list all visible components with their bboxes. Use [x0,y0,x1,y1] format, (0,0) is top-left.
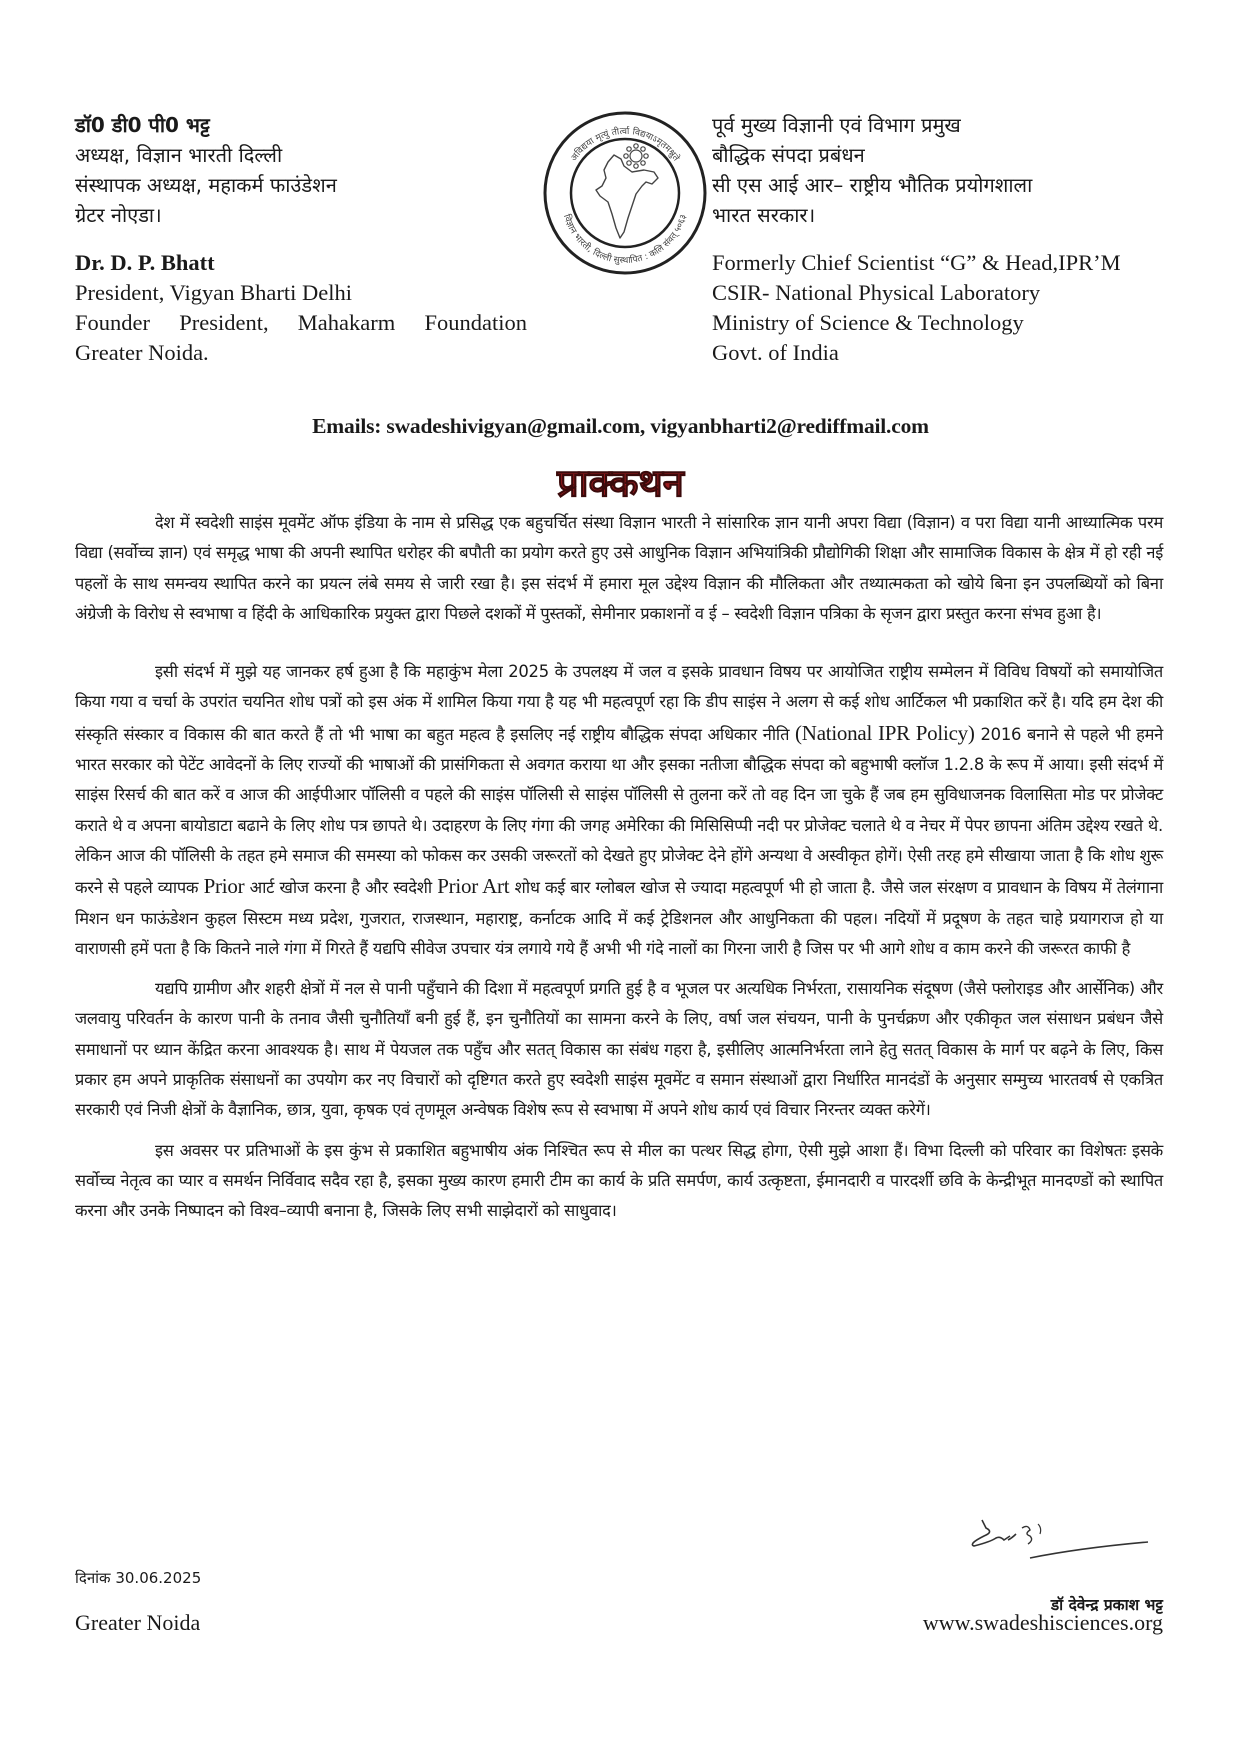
word: Mahakarm [297,310,396,335]
vigyan-bharti-seal-icon [542,110,708,276]
signer-name: डॉ देवेन्द्र प्रकाश भट्ट [1050,1596,1163,1614]
position-english-4: Govt. of India [712,340,839,365]
position-hindi-4: भारत सरकार। [712,203,816,227]
text-run: 2016 बनाने से पहले भी हमने भारत सरकार को पेटेंट आवेदनों के लिए राज्यों की भाषाओं की प्रासंगिकता से अवगत कराया था और इसका नतीजा बौद्धिक संपदा को बहुभाषी क्लॉज 1.2.8 के रूप में आया। इसी संदर्भ में साइंस रिसर्च की बात करें व आज की आईपीआर पॉलिसी व पहले की साइंस पॉलिसी से साइंस पॉलिसी से तुलना करें तो वह दिन जा चुके हैं जब हम सुविधाजनक विलासिता मोड पर प्रोजेक्ट कराते थे व अपना बायोडाटा बढाने के लिए शोध पत्र छापते थे। उदाहरण के लिए गंगा की जगह अमेरिका की मिसिसिप्पी नदी पर प्रोजेक्ट चलाते थे व नेचर में पेपर छापना अंतिम उद्देश्य रखते थे. लेकिन आज की पॉलिसी के तहत हमे समाज की समस्या को फोकस कर उसकी जरूरतों को देखते हुए प्रोजेक्ट देने होंगे अन्यथा वे अस्वीकृत होगें। ऐसी तरह हमे सीखाया जाता है कि शोध शुरू करने से पहले व्यापक [75,724,1163,898]
position-hindi-2: बौद्धिक संपदा प्रबंधन [712,143,865,167]
position-hindi-1: पूर्व मुख्य विज्ञानी एवं विभाग प्रमुख [712,113,961,137]
svg-text:विज्ञान भारती, दिल्ली सुस्थापि: विज्ञान भारती, दिल्ली सुस्थापित : कलि संवत् ५०६३ [560,213,690,267]
page-title: प्राक्कथन [557,461,684,505]
former-position-block [712,110,1182,368]
prior-art-term: Prior Art [437,874,510,899]
position-english-3: Ministry of Science & Technology [712,310,1024,335]
paragraph-2 [75,657,1163,964]
author-title-hindi-2: संस्थापक अध्यक्ष, महाकर्म फाउंडेशन [75,173,337,197]
paragraph-4: इस अवसर पर प्रतिभाओं के इस कुंभ से प्रकाशित बहुभाषीय अंक निश्चित रूप से मील का पत्थर सिद्ध होगा, ऐसी मुझे आशा हैं। विभा दिल्ली को परिवार का विशेषतः इसके सर्वोच्च नेतृत्व का प्यार व समर्थन निर्विवाद सदैव रहा है, इसका मुख्य कारण हमारी टीम का कार्य के प्रति समर्पण, कार्य उत्कृष्टता, ईमानदारी व पारदर्शी छवि के केन्द्रीभूत मानदण्डों को स्थापित करना और उनके निष्पादन को विश्व–व्यापी बनाना है, जिसके लिए सभी साझेदारों को साधुवाद। [75,1140,1163,1221]
position-english-1: Formerly Chief Scientist “G” & Head,IPR’M [712,250,1121,275]
place: Greater Noida [75,1610,201,1635]
position-hindi-3: सी एस आई आर– राष्ट्रीय भौतिक प्रयोगशाला [712,173,1033,197]
ipr-policy-term: (National IPR Policy) [795,720,975,745]
word: President, [179,310,269,335]
svg-text:अविद्यया मृत्युं तीर्त्वा विद्: अविद्यया मृत्युं तीर्त्वा विद्ययाऽमृतमश्नुते [569,126,681,164]
author-location-english: Greater Noida. [75,340,209,365]
website-link[interactable]: www.swadeshisciences.org [922,1610,1163,1635]
author-name-hindi: डॉ0 डी0 पी0 भट्ट [75,113,210,137]
author-title-english-1: President, Vigyan Bharti Delhi [75,280,352,305]
author-name-english: Dr. D. P. Bhatt [75,250,215,275]
author-title-english-2 [75,308,527,338]
paragraph-3: यद्यपि ग्रामीण और शहरी क्षेत्रों में नल से पानी पहुँचाने की दिशा में महत्वपूर्ण प्रगति हुई है व भूजल पर अत्यधिक निर्भरता, रासायनिक संदूषण (जैसे फ्लोराइड और आर्सेनिक) और जलवायु परिवर्तन के कारण पानी के तनाव जैसी चुनौतियाँ बनी हुई हैं, इन चुनौतियों का सामना करने के लिए, वर्षा जल संचयन, पानी के पुनर्चक्रण और एकीकृत जल संसाधन प्रबंधन जैसे समाधानों पर ध्यान केंद्रित करना आवश्यक है। साथ में पेयजल तक पहुँच और सतत् विकास का संबंध गहरा है, इसीलिए आत्मनिर्भरता लाने हेतु सतत् विकास के मार्ग पर बढ़ने के लिए, किस प्रकार हम अपने प्राकृतिक संसाधनों का उपयोग कर नए विचारों को दृष्टिगत करते हुए स्वदेशी साइंस मूवमेंट व समान संस्थाओं द्वारा निर्धारित मानदंडों के अनुसार सम्मुच्य भारतवर्ष से एकत्रित सरकारी एवं निजी क्षेत्रों के वैज्ञानिक, छात्र, युवा, कृषक एवं तृणमूल अन्वेषक विशेष रूप से स्वभाषा में अपने शोध कार्य एवं विचार निरन्तर व्यक्त करेगें। [75,979,1163,1120]
author-location-hindi: ग्रेटर नोएडा। [75,203,162,227]
text-run: शोध कई बार ग्लोबल खोज से ज्यादा महत्वपूर्ण भी हो जाता है. जैसे जल संरक्षण व प्रावधान के विषय में तेलंगाना मिशन धन फाऊंडेशन कुहल सिस्टम मध्य प्रदेश, गुजरात, राजस्थान, महाराष्ट्र, कर्नाटक आदि में कई ट्रेडिशनल और आधुनिकता की पहल। नदियों में प्रदूषण के तहत चाहे प्रयागराज हो या वाराणसी हमें पता है कि कितने नाले गंगा में गिरते हैं यद्यपि सीवेज उपचार यंत्र लगाये गये हैं अभी भी गंदे नालों का गिरना जारी है जिस पर भी आगे शोध व काम करने की जरूरत काफी है [75,878,1163,958]
text-run: इसी संदर्भ में मुझे यह जानकर हर्ष हुआ है कि महाकुंभ मेला 2025 के उपलक्ष्य में जल व इसके प्रावधान विषय पर आयोजित राष्ट्रीय सम्मेलन में विविध विषयों को समायोजित किया गया व चर्चा के उपरांत चयनित शोध पत्रों को इस अंक में शामिल किया गया है यह भी महत्वपूर्ण रहा कि डीप साइंस ने अलग से कई शोध आर्टिकल भी प्रकाशित करें है। यदि हम देश की संस्कृति संस्कार व विकास की बात करते हैं तो भी भाषा का बहुत महत्व है इसलिए नई राष्ट्रीय बौद्धिक संपदा अधिकार नीति [75,662,1163,744]
position-english-2: CSIR- National Physical Laboratory [712,280,1041,305]
text-run: आर्ट खोज करना है और स्वदेशी [244,878,438,898]
date-line: दिनांक 30.06.2025 [75,1569,202,1587]
word: Founder [75,310,150,335]
signature-icon [960,1518,1160,1578]
contact-emails: Emails: swadeshivigyan@gmail.com, vigyanbharti2@rediffmail.com [312,414,929,438]
prior-term: Prior [203,874,245,899]
author-title-hindi-1: अध्यक्ष, विज्ञान भारती दिल्ली [75,143,283,167]
paragraph-1: देश में स्वदेशी साइंस मूवमेंट ऑफ इंडिया के नाम से प्रसिद्ध एक बहुचर्चित संस्था विज्ञान भारती ने सांसारिक ज्ञान यानी अपरा विद्या (विज्ञान) व परा विद्या यानी आध्यात्मिक परम विद्या (सर्वोच्च ज्ञान) एवं समृद्ध भाषा की अपनी स्थापित धरोहर की बपौती का प्रयोग करते हुए उसे आधुनिक विज्ञान अभियांत्रिकी प्रौद्योगिकी शिक्षा और सामाजिक विकास के क्षेत्र में हो रही नई पहलों के साथ समन्वय स्थापित करने का प्रयत्न लंबे समय से जारी रखा है। इस संदर्भ में हमारा मूल उद्देश्य विज्ञान की मौलिकता और तथ्यात्मकता को खोये बिना इन उपलब्धियों को बिना अंग्रेजी के विरोध से स्वभाषा व हिंदी के आधिकारिक प्रयुक्त द्वारा पिछले दशकों में पुस्तकों, सेमीनार प्रकाशनों व ई – स्वदेशी विज्ञान पत्रिका के सृजन द्वारा प्रस्तुत करना संभव हुआ है। [75,513,1163,623]
foreword-body [75,508,1163,1249]
author-hindi-english-block [75,110,545,368]
word: Foundation [424,310,527,335]
